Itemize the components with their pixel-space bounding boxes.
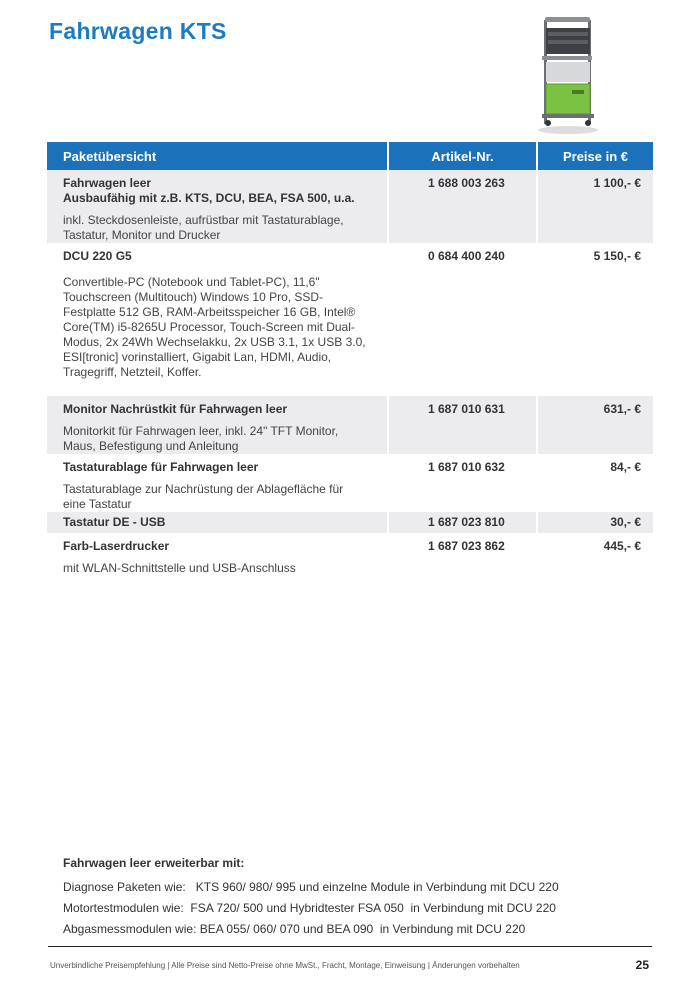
product-description: inkl. Steckdosenleiste, aufrüstbar mit Tastaturablage, Tastatur, Monitor und Drucker xyxy=(63,213,344,242)
product-cell xyxy=(47,170,388,243)
header-article: Artikel-Nr. xyxy=(388,142,537,170)
product-name: Farb-Laserdrucker xyxy=(63,539,170,553)
expansion-heading: Fahrwagen leer erweiterbar mit: xyxy=(63,856,245,870)
header-package: Paketübersicht xyxy=(47,142,388,170)
expansion-line: Diagnose Paketen wie: KTS 960/ 980/ 995 und einzelne Module in Verbindung mit DCU 220 xyxy=(63,880,559,894)
cart-product-image xyxy=(532,14,602,136)
article-number: 1 687 023 862 xyxy=(388,533,537,576)
footer-divider xyxy=(48,946,652,947)
product-name: DCU 220 G5 xyxy=(63,249,132,263)
table-row xyxy=(47,243,653,396)
product-cell xyxy=(47,454,388,512)
table-row xyxy=(47,396,653,454)
product-cell xyxy=(47,533,388,576)
header-price: Preise in € xyxy=(537,142,653,170)
product-cell xyxy=(47,396,388,454)
table-row xyxy=(47,533,653,576)
page-title: Fahrwagen KTS xyxy=(49,18,227,44)
product-name: Tastatur DE - USB xyxy=(63,515,166,529)
price: 30,- € xyxy=(537,512,653,533)
product-subtitle: Ausbaufähig mit z.B. KTS, DCU, BEA, FSA 500, u.a. xyxy=(63,191,355,205)
product-cell xyxy=(47,512,388,533)
product-name: Monitor Nachrüstkit für Fahrwagen leer xyxy=(63,402,288,416)
price: 445,- € xyxy=(537,533,653,576)
article-number: 1 688 003 263 xyxy=(388,170,537,243)
product-cell xyxy=(47,243,388,396)
price: 1 100,- € xyxy=(537,170,653,243)
price: 5 150,- € xyxy=(537,243,653,396)
product-description: mit WLAN-Schnittstelle und USB-Anschluss xyxy=(63,561,296,575)
product-description: Tastaturablage zur Nachrüstung der Ablagefläche für eine Tastatur xyxy=(63,482,344,511)
expansion-line: Motortestmodulen wie: FSA 720/ 500 und Hybridtester FSA 050 in Verbindung mit DCU 220 xyxy=(63,901,556,915)
table-row xyxy=(47,512,653,533)
table-header-row xyxy=(47,142,653,170)
footer-disclaimer: Unverbindliche Preisempfehlung | Alle Preise sind Netto-Preise ohne MwSt., Fracht, Montage, Einweisung | Änderungen vorbehalten xyxy=(50,961,520,970)
expansion-line: Abgasmessmodulen wie: BEA 055/ 060/ 070 und BEA 090 in Verbindung mit DCU 220 xyxy=(63,922,526,936)
article-number: 1 687 010 631 xyxy=(388,396,537,454)
table-row xyxy=(47,170,653,243)
article-number: 1 687 010 632 xyxy=(388,454,537,512)
product-name: Fahrwagen leer xyxy=(63,176,152,190)
product-description: Convertible-PC (Notebook und Tablet-PC), 11,6" Touchscreen (Multitouch) Windows 10 Pro, SSD-Festplatte 512 GB, RAM-Arbeitsspeicher 16 GB, Intel® Core(TM) i5-8265U Processor, Touch-Screen mit Dual-Modus, 2x 24Wh Wechselakku, 2x USB 3.1, 1x USB 3.0, ESI[tronic] vorinstalliert, Gigabit Lan, HDMI, Audio, Tragegriff, Netzteil, Koffer. xyxy=(63,275,366,379)
product-description: Monitorkit für Fahrwagen leer, inkl. 24" TFT Monitor, Maus, Befestigung und Anleitung xyxy=(63,424,339,453)
table-row xyxy=(47,454,653,512)
product-name: Tastaturablage für Fahrwagen leer xyxy=(63,460,259,474)
expansion-note xyxy=(63,856,559,940)
article-number: 1 687 023 810 xyxy=(388,512,537,533)
price-table xyxy=(47,142,653,576)
price: 84,- € xyxy=(537,454,653,512)
price: 631,- € xyxy=(537,396,653,454)
page-number: 25 xyxy=(635,958,649,972)
article-number: 0 684 400 240 xyxy=(388,243,537,396)
